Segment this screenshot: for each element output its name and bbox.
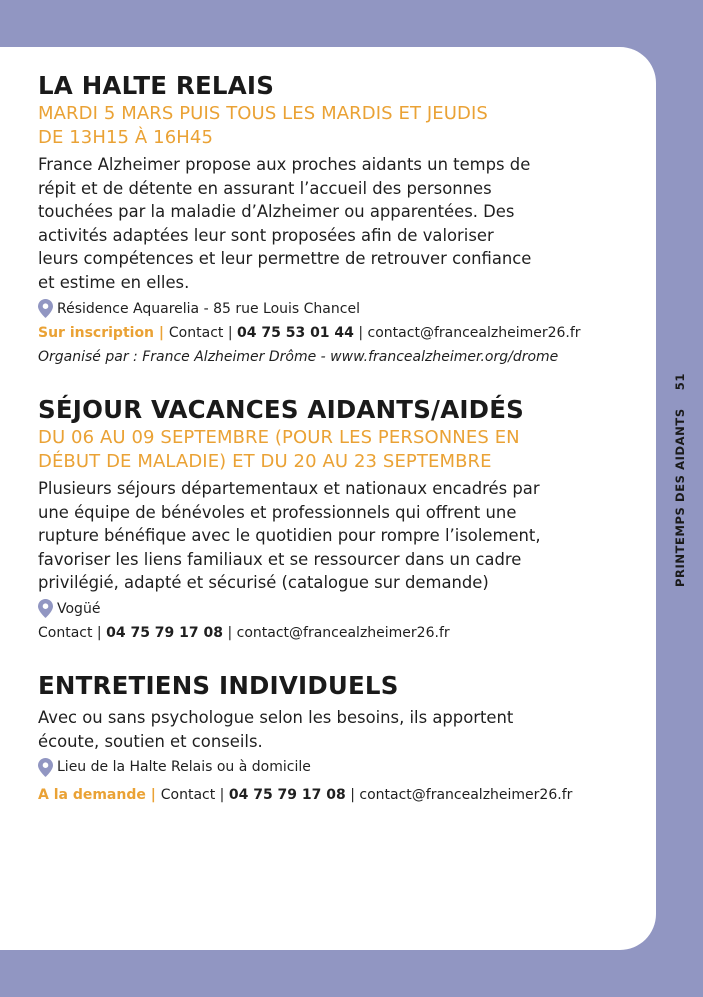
section-location: Vogüé <box>38 599 628 619</box>
email-link[interactable]: contact@francealzheimer26.fr <box>236 624 450 641</box>
map-pin-icon <box>38 758 53 777</box>
section-entretiens <box>38 672 628 805</box>
phone-number[interactable]: 04 75 53 01 44 <box>237 324 354 341</box>
section-description: Avec ou sans psychologue selon les besoins, ils apportent écoute, soutien et conseils. <box>38 708 514 751</box>
section-sejour-vacances <box>38 396 628 643</box>
page-number: 51 <box>673 373 687 391</box>
section-description: France Alzheimer propose aux proches aidants un temps de répit et de détente en assurant l’accueil des personnes touchées par la maladie d’Alzheimer ou apparentées. Des activités adaptées leur sont proposées afin de valoriser leurs compétences et leur permettre de retrouver confiance et estime en elles. <box>38 155 532 292</box>
email-link[interactable]: contact@francealzheimer26.fr <box>367 324 581 341</box>
phone-number[interactable]: 04 75 79 17 08 <box>228 787 346 804</box>
section-contact: A la demande | Contact | 04 75 79 17 08 | contact@francealzheimer26.fr <box>38 787 573 804</box>
section-halte-relais <box>38 72 628 367</box>
section-description: Plusieurs séjours départementaux et nationaux encadrés par une équipe de bénévoles et professionnels qui offrent une rupture bénéfique avec le quotidien pour rompre l’isolement, favoriser les liens familiaux et se ressourcer dans un cadre privilégié, adapté et sécurisé (catalogue sur demande) <box>38 479 541 593</box>
map-pin-icon <box>38 299 53 318</box>
section-date: MARDI 5 MARS PUIS TOUS LES MARDIS ET JEUDIS DE 13H15 À 16H45 <box>38 103 488 148</box>
phone-number[interactable]: 04 75 79 17 08 <box>106 624 224 641</box>
section-contact: Contact | 04 75 79 17 08 | contact@francealzheimer26.fr <box>38 624 450 641</box>
section-title: ENTRETIENS INDIVIDUELS <box>38 671 399 700</box>
sidebar-label: PRINTEMPS DES AIDANTS 51 <box>673 373 687 587</box>
organizer-line: Organisé par : France Alzheimer Drôme - www.francealzheimer.org/drome <box>38 348 559 365</box>
email-link[interactable]: contact@francealzheimer26.fr <box>359 787 573 804</box>
section-title: LA HALTE RELAIS <box>38 71 275 100</box>
map-pin-icon <box>38 599 53 618</box>
section-location: Lieu de la Halte Relais ou à domicile <box>38 757 628 777</box>
section-location: Résidence Aquarelia - 85 rue Louis Chancel <box>38 299 628 319</box>
section-date: DU 06 AU 09 SEPTEMBRE (POUR LES PERSONNES EN DÉBUT DE MALADIE) ET DU 20 AU 23 SEPTEMBRE <box>38 427 520 472</box>
section-contact: Sur inscription | Contact | 04 75 53 01 44 | contact@francealzheimer26.fr <box>38 324 581 341</box>
section-title: SÉJOUR VACANCES AIDANTS/AIDÉS <box>38 395 524 424</box>
